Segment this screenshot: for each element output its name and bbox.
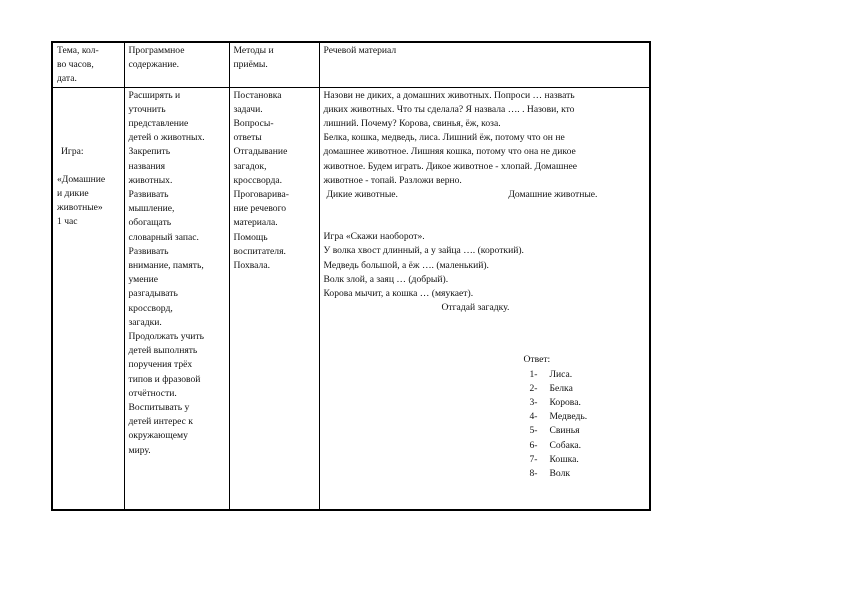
program-content-line: Продолжать учить bbox=[128, 331, 205, 343]
method-line: воспитателя. bbox=[233, 245, 286, 257]
header-methods bbox=[229, 42, 319, 87]
program-content-line: детей интерес к bbox=[128, 416, 193, 428]
program-content-line: уточнить bbox=[128, 103, 166, 115]
method-line: кроссворда. bbox=[233, 174, 282, 186]
speech-paragraph-line: Назови не диких, а домашних животных. Попроси … назвать bbox=[323, 89, 575, 101]
game-title-line: «Домашние bbox=[57, 173, 106, 185]
method-line: Похвала. bbox=[233, 260, 270, 272]
header-topic-line: Тема, кол- bbox=[57, 45, 99, 56]
method-line: ответы bbox=[233, 132, 262, 144]
answer-text: Корова. bbox=[549, 397, 581, 409]
lesson-plan-table bbox=[51, 41, 651, 511]
speech-paragraph-line: диких животных. Что ты сделала? Я назвала …. . Назови, кто bbox=[323, 103, 575, 115]
program-content-line: отчётности. bbox=[128, 387, 177, 399]
program-content-line: окружающему bbox=[128, 430, 188, 442]
program-content-line: типов и фразовой bbox=[128, 373, 201, 385]
program-content-line: Развивать bbox=[128, 189, 169, 201]
answer-item bbox=[530, 368, 646, 382]
program-content-line: Развивать bbox=[128, 245, 169, 257]
answer-item bbox=[530, 410, 646, 424]
speech-paragraph-line: животное - топай. Разложи верно. bbox=[323, 174, 462, 186]
answer-text: Волк bbox=[549, 468, 571, 480]
table-header-row bbox=[52, 42, 650, 87]
program-content-line: представление bbox=[128, 118, 189, 130]
riddle-prompt: Отгадай загадку. bbox=[441, 302, 510, 314]
method-line: Вопросы- bbox=[233, 118, 274, 130]
method-line: Отгадывание bbox=[233, 146, 288, 158]
hours-text: 1 час bbox=[57, 216, 78, 228]
answer-list bbox=[324, 368, 646, 482]
answer-number: 5- bbox=[529, 425, 538, 437]
method-line: ние речевого bbox=[233, 203, 287, 215]
answer-item bbox=[530, 467, 646, 481]
answer-number: 3- bbox=[529, 397, 538, 409]
topic-cell bbox=[52, 87, 124, 510]
answer-text: Собака. bbox=[549, 439, 582, 451]
header-program-line: Программное bbox=[128, 45, 185, 56]
answer-number: 8- bbox=[529, 468, 538, 480]
header-speech-material bbox=[319, 42, 650, 87]
game-label: Игра: bbox=[61, 145, 84, 157]
program-content-line: Расширять и bbox=[128, 89, 181, 101]
speech-paragraph-line: Белка, кошка, медведь, лиса. Лишний ёж, потому что он не bbox=[323, 132, 565, 144]
program-content-line: миру. bbox=[128, 444, 151, 456]
answer-item bbox=[530, 424, 646, 438]
header-program-line: содержание. bbox=[128, 59, 180, 71]
speech-material-cell bbox=[319, 87, 650, 510]
program-content-line: детей о животных. bbox=[128, 132, 205, 144]
header-topic bbox=[52, 42, 124, 87]
speech-paragraph-line: лишний. Почему? Корова, свинья, ёж, коза. bbox=[323, 118, 501, 130]
answer-text: Свинья bbox=[549, 425, 580, 437]
program-content-line: Воспитывать у bbox=[128, 402, 190, 414]
program-content-line: обогащать bbox=[128, 217, 172, 229]
program-content-line: мышление, bbox=[128, 203, 175, 215]
speech-paragraph bbox=[324, 89, 646, 188]
game2-line: У волка хвост длинный, а у зайца …. (короткий). bbox=[323, 245, 524, 257]
answer-item bbox=[530, 453, 646, 467]
methods-cell bbox=[229, 87, 319, 510]
method-line: материала. bbox=[233, 217, 278, 229]
answer-number: 1- bbox=[529, 368, 538, 380]
game2-line: Корова мычит, а кошка … (мяукает). bbox=[323, 288, 474, 300]
game-title-line: и дикие bbox=[57, 188, 89, 200]
program-content-line: внимание, память, bbox=[128, 260, 204, 272]
method-line: Постановка bbox=[233, 89, 282, 101]
speech-paragraph-line: домашнее животное. Лишняя кошка, потому что она не дикое bbox=[323, 146, 576, 158]
program-content-line: названия bbox=[128, 160, 166, 172]
game2-line: Волк злой, а заяц … (добрый). bbox=[323, 273, 449, 285]
answer-number: 7- bbox=[529, 453, 538, 465]
program-content-lines bbox=[129, 89, 225, 458]
header-topic-line: дата. bbox=[57, 73, 77, 85]
game-title-line: животные» bbox=[57, 202, 103, 214]
method-line: задачи. bbox=[233, 103, 263, 115]
sort-labels bbox=[324, 188, 646, 202]
program-content-line: словарный запас. bbox=[128, 231, 199, 243]
answer-item bbox=[530, 382, 646, 396]
header-speech-line: Речевой материал bbox=[323, 45, 397, 56]
game2-line: Медведь большой, а ёж …. (маленький). bbox=[323, 259, 489, 271]
answer-text: Белка bbox=[549, 382, 573, 394]
method-line: Проговарива- bbox=[233, 189, 289, 201]
program-content-line: разгадывать bbox=[128, 288, 178, 300]
program-content-line: Закрепить bbox=[128, 146, 171, 158]
table-body-row bbox=[52, 87, 650, 510]
method-line: загадок, bbox=[233, 160, 267, 172]
program-content-cell bbox=[124, 87, 229, 510]
answer-label: Ответ: bbox=[523, 354, 551, 366]
answer-item bbox=[530, 439, 646, 453]
answer-text: Лиса. bbox=[549, 368, 573, 380]
header-methods-line: приёмы. bbox=[233, 59, 268, 71]
methods-lines bbox=[234, 89, 315, 274]
answer-number: 4- bbox=[529, 411, 538, 423]
game2-title: Игра «Скажи наоборот». bbox=[323, 231, 425, 243]
program-content-line: кроссворд, bbox=[128, 302, 173, 314]
domestic-animals-label: Домашние животные. bbox=[508, 189, 598, 201]
header-program-content bbox=[124, 42, 229, 87]
answer-text: Медведь. bbox=[549, 411, 588, 423]
answer-text: Кошка. bbox=[549, 453, 579, 465]
answer-number: 2- bbox=[529, 382, 538, 394]
program-content-line: поручения трёх bbox=[128, 359, 193, 371]
wild-animals-label: Дикие животные. bbox=[326, 189, 398, 201]
answer-item bbox=[530, 396, 646, 410]
game2-lines bbox=[324, 244, 646, 301]
speech-paragraph-line: животное. Будем играть. Дикое животное - хлопай. Домашнее bbox=[323, 160, 577, 172]
method-line: Помощь bbox=[233, 231, 268, 243]
header-methods-line: Методы и bbox=[233, 45, 274, 56]
answer-number: 6- bbox=[529, 439, 538, 451]
program-content-line: умение bbox=[128, 274, 159, 286]
program-content-line: загадки. bbox=[128, 316, 162, 328]
header-topic-line: во часов, bbox=[57, 59, 94, 71]
program-content-line: детей выполнять bbox=[128, 345, 198, 357]
program-content-line: животных. bbox=[128, 174, 173, 186]
